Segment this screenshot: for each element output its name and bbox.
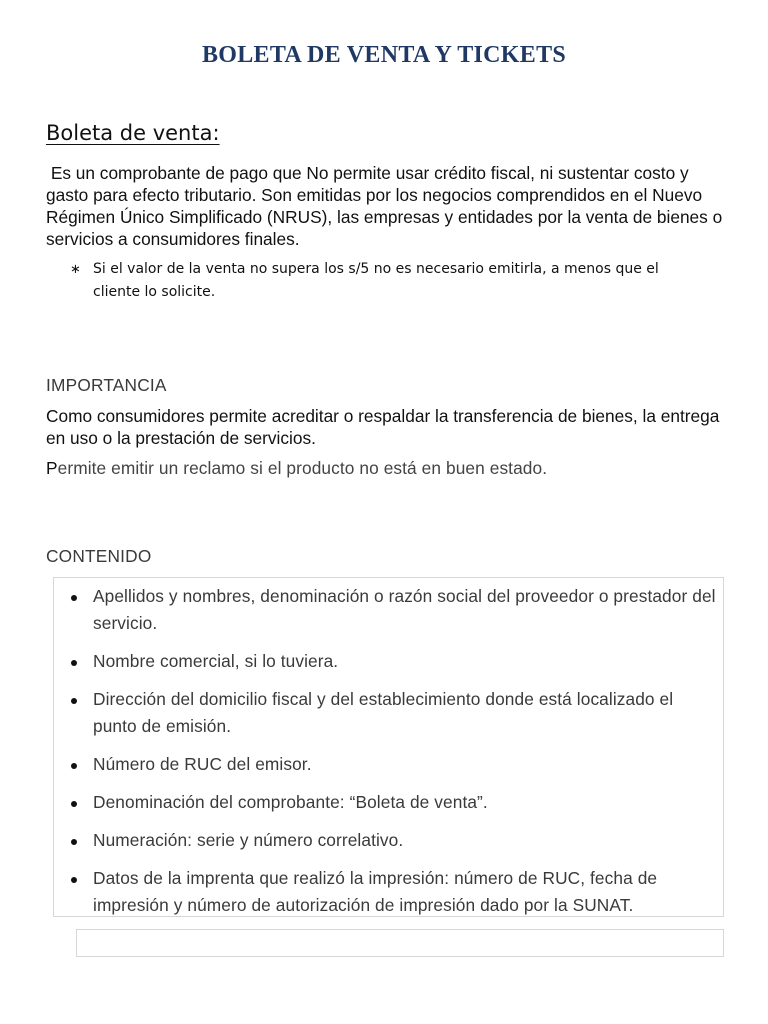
list-item-text: Nombre comercial, si lo tuviera.: [93, 651, 339, 671]
importancia-label: IMPORTANCIA: [46, 375, 167, 395]
list-item: [54, 686, 725, 740]
list-item: [54, 751, 725, 778]
empty-table-box: [76, 929, 724, 957]
list-item: [54, 583, 725, 637]
bullet-icon: [71, 877, 77, 883]
definition-text: Es un comprobante de pago que No permite usar crédito fiscal, ni sustentar costo y gasto para efecto tributario. Son emitidas por los negocios comprendidos en el Nuevo Régimen Único Simplificado (NRUS), las empresas y entidades por la venta de bienes o servicios a consumidores finales.: [46, 163, 723, 249]
list-item-text: Número de RUC del emisor.: [93, 754, 312, 774]
list-item-text: Apellidos y nombres, denominación o razón social del proveedor o prestador del servicio.: [93, 586, 716, 633]
list-item: [54, 789, 725, 816]
bullet-icon: [71, 698, 77, 704]
bullet-icon: [71, 763, 77, 769]
list-item-text: Numeración: serie y número correlativo.: [93, 830, 404, 850]
list-item: [54, 648, 725, 675]
list-item-text: Dirección del domicilio fiscal y del establecimiento donde está localizado el punto de emisión.: [93, 689, 674, 736]
importancia-paragraph-2: [46, 457, 726, 479]
section-heading-boleta: Boleta de venta:: [46, 121, 220, 145]
bullet-icon: [71, 801, 77, 807]
page-title: BOLETA DE VENTA Y TICKETS: [201, 42, 567, 68]
list-item: [54, 827, 725, 854]
definition-paragraph: [46, 162, 726, 250]
note-item: [70, 258, 710, 304]
contenido-box: [53, 577, 724, 917]
note-list: [70, 258, 710, 304]
contenido-list: [54, 583, 725, 930]
importancia-paragraph-2-text: ermite emitir un reclamo si el producto no está en buen estado.: [57, 458, 548, 478]
importancia-paragraph-1: Como consumidores permite acreditar o respaldar la transferencia de bienes, la entrega en uso o la prestación de servicios.: [46, 406, 720, 448]
note-text: Si el valor de la venta no supera los s/5 no es necesario emitirla, a menos que el cliente lo solicite.: [93, 261, 659, 300]
list-item: [54, 865, 725, 919]
list-item-text: Datos de la imprenta que realizó la impresión: número de RUC, fecha de impresión y número de autorización de impresión dado por la SUNAT.: [93, 868, 658, 915]
asterisk-bullet-icon: ∗: [70, 262, 81, 277]
bullet-icon: [71, 839, 77, 845]
bullet-icon: [71, 595, 77, 601]
bullet-icon: [71, 660, 77, 666]
contenido-label: CONTENIDO: [46, 546, 152, 566]
list-item-text: Denominación del comprobante: “Boleta de venta”.: [93, 792, 488, 812]
importancia-paragraph-2-initial: P: [46, 458, 58, 478]
